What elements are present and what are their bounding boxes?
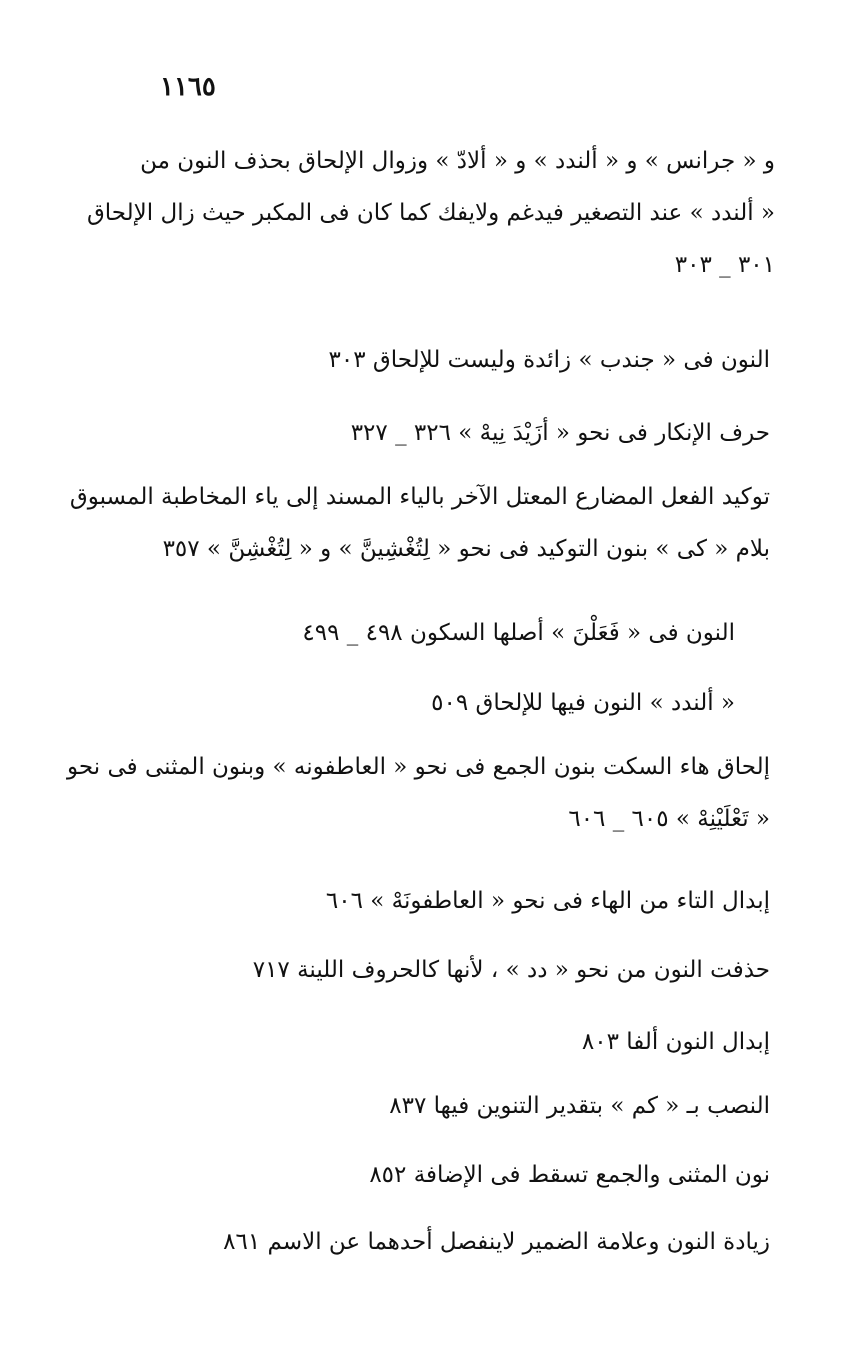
entry-line: زيادة النون وعلامة الضمير لاينفصل أحدهما عن الاسم ٨٦١ xyxy=(223,1229,770,1255)
index-entry xyxy=(431,688,735,718)
entry-line: بلام « كى » بنون التوكيد فى نحو « لِتُغْشِينَّ » و « لِتُغْشِنَّ » ٣٥٧ xyxy=(162,536,770,562)
entry-line: « ألندد » عند التصغير فيدغم ولايفك كما كان فى المكبر حيث زال الإلحاق xyxy=(86,200,775,226)
entry-line: حرف الإنكار فى نحو « أزَيْدَ نِيهْ » ٣٢٦ _ ٣٢٧ xyxy=(350,420,770,446)
index-entry xyxy=(67,752,770,834)
index-entry xyxy=(369,1160,770,1190)
index-entry xyxy=(70,482,770,564)
index-entry xyxy=(582,1027,770,1057)
entry-line: نون المثنى والجمع تسقط فى الإضافة ٨٥٢ xyxy=(369,1162,770,1188)
entry-line: توكيد الفعل المضارع المعتل الآخر بالياء المسند إلى ياء المخاطبة المسبوق xyxy=(69,484,770,510)
index-entry xyxy=(329,345,770,375)
entry-line: حذفت النون من نحو « دد » ، لأنها كالحروف اللينة ٧١٧ xyxy=(252,957,770,983)
page-number: ١١٦٥ xyxy=(160,72,216,102)
entry-line: إبدال التاء من الهاء فى نحو « العاطفونَهْ » ٦٠٦ xyxy=(325,888,770,914)
index-entry xyxy=(87,146,775,280)
index-entry xyxy=(389,1091,770,1121)
entry-line: ٣٠١ _ ٣٠٣ xyxy=(674,252,775,278)
index-entry xyxy=(223,1227,770,1257)
entry-line: « تَعْلَيْنِهْ » ٦٠٥ _ ٦٠٦ xyxy=(568,806,770,832)
index-entry xyxy=(326,886,770,916)
index-entry xyxy=(253,955,770,985)
entry-line: « ألندد » النون فيها للإلحاق ٥٠٩ xyxy=(431,690,735,716)
index-entry xyxy=(351,418,770,448)
entry-line: إلحاق هاء السكت بنون الجمع فى نحو « العاطفونه » وبنون المثنى فى نحو xyxy=(67,754,770,780)
entry-line: إبدال النون ألفا ٨٠٣ xyxy=(581,1029,770,1055)
entry-line: النون فى « جندب » زائدة وليست للإلحاق ٣٠٣ xyxy=(328,347,770,373)
entry-line: النون فى « فَعَلْنَ » أصلها السكون ٤٩٨ _ ٤٩٩ xyxy=(302,620,735,646)
entry-line: و « جرانس » و « ألندد » و « ألادّ » وزوال الإلحاق بحذف النون من xyxy=(140,148,775,174)
index-entry xyxy=(302,618,735,648)
entry-line: النصب بـ « كم » بتقدير التنوين فيها ٨٣٧ xyxy=(389,1093,770,1119)
